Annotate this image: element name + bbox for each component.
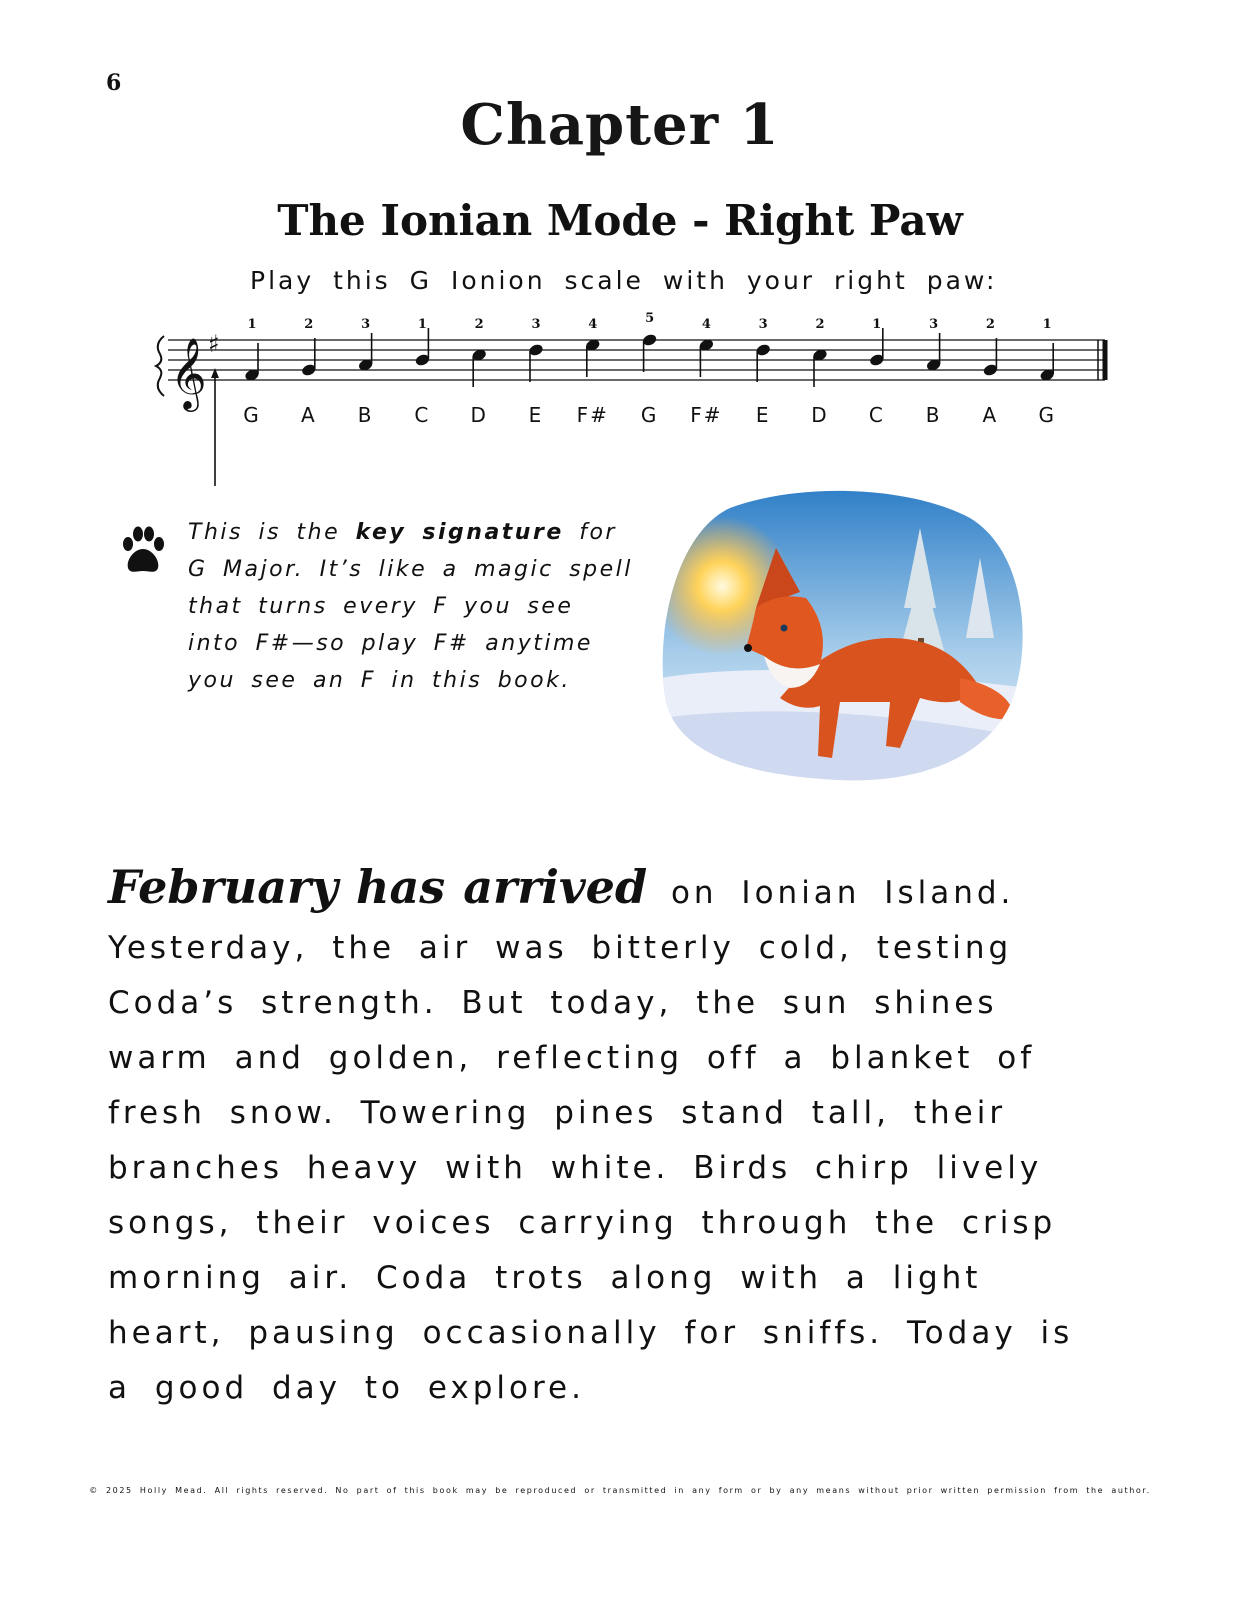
- fingering-number: 2: [474, 317, 484, 332]
- story-line-9: heart, pausing occasionally for sniffs. Today is: [108, 1315, 1074, 1351]
- fingering-number: 1: [417, 317, 427, 332]
- note-name: D: [811, 403, 829, 427]
- note-name: E: [528, 403, 544, 427]
- note-line-1-bold: key signature: [355, 520, 564, 545]
- story-line-8: morning air. Coda trots along with a light: [108, 1260, 982, 1296]
- subtitle: The Ionian Mode - Right Paw: [277, 196, 963, 245]
- fingering-number: 2: [985, 317, 995, 332]
- story-line-5: fresh snow. Towering pines stand tall, their: [108, 1095, 1007, 1131]
- story-line-6: branches heavy with white. Birds chirp lively: [108, 1150, 1043, 1186]
- fingering-number: 2: [815, 317, 825, 332]
- fingering-number: 1: [247, 317, 257, 332]
- story-text: [108, 860, 1168, 1416]
- instruction: Play this G Ionion scale with your right paw:: [250, 266, 998, 295]
- note-name: A: [300, 403, 317, 427]
- note-name: E: [755, 403, 771, 427]
- page-number: 6: [106, 70, 122, 96]
- note-names-group: [243, 403, 1056, 427]
- story-line-4: warm and golden, reflecting off a blanket of: [108, 1040, 1036, 1076]
- fingering-number: 1: [1042, 317, 1052, 332]
- story-line-3: Coda’s strength. But today, the sun shines: [108, 985, 998, 1021]
- treble-clef-icon: 𝄞: [170, 336, 207, 409]
- note-line-1-post: for: [563, 520, 617, 545]
- story-line-7: songs, their voices carrying through the crisp: [108, 1205, 1057, 1241]
- fingering-number: 5: [645, 311, 655, 326]
- brace-icon: [156, 336, 164, 396]
- note-name: G: [640, 403, 659, 427]
- sharp-icon: ♯: [208, 330, 220, 358]
- note-name: A: [982, 403, 999, 427]
- note-name: F#: [690, 403, 723, 427]
- note-name: C: [868, 403, 885, 427]
- note-name: D: [470, 403, 488, 427]
- notes-group: [244, 328, 1056, 387]
- note-name: G: [243, 403, 261, 427]
- fingering-number: 3: [361, 317, 371, 332]
- note-name: F#: [576, 403, 609, 427]
- fingering-number: 1: [872, 317, 882, 332]
- fingering-number: 4: [588, 317, 598, 332]
- story-line-2: Yesterday, the air was bitterly cold, testing: [108, 930, 1013, 966]
- fingerings-group: [247, 311, 1051, 332]
- copyright-footer: © 2025 Holly Mead. All rights reserved. No part of this book may be reproduced or transmitted in any form or by any means without prior written permission from the author.: [89, 1486, 1151, 1495]
- fingering-number: 4: [701, 317, 711, 332]
- chapter-title: Chapter 1: [460, 92, 780, 158]
- key-signature-note: [188, 514, 648, 699]
- note-line-2: G Major. It’s like a magic spell: [188, 557, 633, 582]
- story-line-1: on Ionian Island.: [647, 875, 1015, 911]
- note-line-5: you see an F in this book.: [188, 668, 571, 693]
- fingering-number: 2: [304, 317, 314, 332]
- note-name: B: [925, 403, 942, 427]
- note-line-4: into F#—so play F# anytime: [188, 631, 593, 656]
- music-staff: [150, 300, 1120, 490]
- note-name: B: [357, 403, 374, 427]
- note-name: G: [1038, 403, 1056, 427]
- fingering-number: 3: [531, 317, 541, 332]
- note-line-3: that turns every F you see: [188, 594, 574, 619]
- story-line-10: a good day to explore.: [108, 1370, 585, 1406]
- fox-illustration: [660, 488, 1028, 788]
- note-line-1-pre: This is the: [188, 520, 356, 545]
- paw-print-icon: [120, 524, 166, 578]
- note-name: C: [414, 403, 431, 427]
- story-dropcap: February has arrived: [108, 860, 648, 914]
- fingering-number: 3: [929, 317, 939, 332]
- fingering-number: 3: [758, 317, 768, 332]
